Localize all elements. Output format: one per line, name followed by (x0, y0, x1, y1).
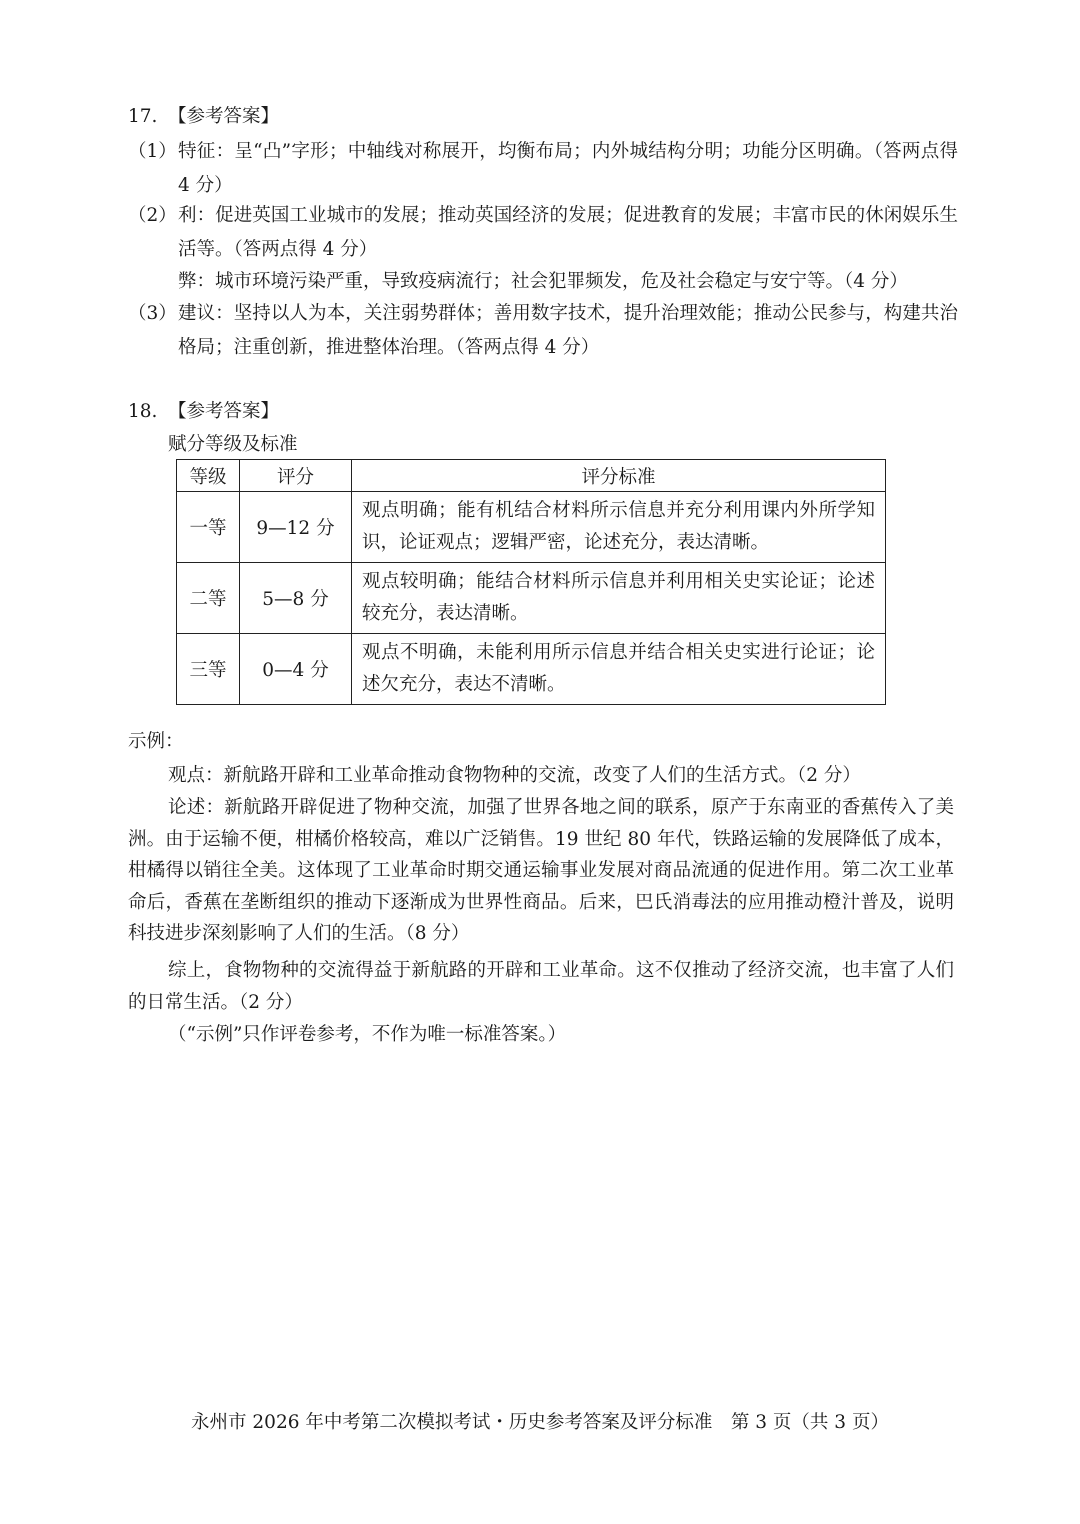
header-level: 等级 (177, 460, 240, 492)
row-level: 三等 (177, 634, 240, 705)
q17-item-1-label: （1） (128, 141, 177, 162)
q17-item-3 (128, 297, 958, 365)
q17-item-1-text: 特征：呈“凸”字形；中轴线对称展开，均衡布局；内外城结构分明；功能分区明确。（答两点得 4 分） (178, 141, 958, 196)
row-standard: 观点不明确，未能利用所示信息并结合相关史实进行论证；论述欠充分，表达不清晰。 (352, 634, 886, 705)
row-level: 二等 (177, 563, 240, 634)
table-row (177, 563, 886, 634)
example-note: （“示例”只作评卷参考，不作为唯一标准答案。） (168, 1024, 567, 1045)
example-conclusion: 综上，食物物种的交流得益于新航路的开辟和工业革命。这不仅推动了经济交流，也丰富了人们的日常生活。（2 分） (128, 960, 954, 1013)
q18-heading: 【参考答案】 (168, 401, 280, 422)
q17-item-3-label: （3） (128, 303, 177, 324)
q17-item-3-text: 建议：坚持以人为本，关注弱势群体；善用数字技术，提升治理效能；推动公民参与，构建共治格局；注重创新，推进整体治理。（答两点得 4 分） (178, 303, 958, 358)
example-argument: 论述：新航路开辟促进了物种交流，加强了世界各地之间的联系，原产于东南亚的香蕉传入了美洲。由于运输不便，柑橘价格较高，难以广泛销售。19 世纪 80 年代，铁路运输的发展降低了成本，柑橘得以销往全美。这体现了工业革命时期交通运输事业发展对商品流通的促进作用。第二次工业革命后，香蕉在垄断组织的推动下逐渐成为世界性商品。后来，巴氏消毒法的应用推动橙汁普及，说明科技进步深刻影响了人们的生活。（8 分） (128, 797, 954, 944)
table-row (177, 634, 886, 705)
grading-table-header (177, 460, 886, 492)
row-level: 一等 (177, 492, 240, 563)
row-score: 0—4 分 (240, 634, 352, 705)
q17-number: 17. (128, 106, 158, 127)
q17-item-2b (128, 265, 958, 299)
example-viewpoint: 观点：新航路开辟和工业革命推动食物物种的交流，改变了人们的生活方式。（2 分） (168, 765, 861, 786)
q17-item-2 (128, 199, 958, 267)
example-label: 示例： (128, 731, 184, 752)
row-score: 5—8 分 (240, 563, 352, 634)
q17-item-1 (128, 135, 958, 203)
row-score: 9—12 分 (240, 492, 352, 563)
header-score: 评分 (240, 460, 352, 492)
table-row (177, 492, 886, 563)
grading-table (176, 459, 886, 705)
header-standard: 评分标准 (352, 460, 886, 492)
q17-item-2b-text: 弊：城市环境污染严重，导致疫病流行；社会犯罪频发，危及社会稳定与安宁等。（4 分） (178, 271, 908, 292)
row-standard: 观点明确；能有机结合材料所示信息并充分利用课内外所学知识，论证观点；逻辑严密，论述充分，表达清晰。 (352, 492, 886, 563)
q17-item-2-label: （2） (128, 205, 177, 226)
q18-table-title: 赋分等级及标准 (168, 434, 298, 455)
page-footer: 永州市 2026 年中考第二次模拟考试・历史参考答案及评分标准 第 3 页（共 3 页） (191, 1412, 889, 1433)
q17-heading: 【参考答案】 (168, 106, 280, 127)
q17-item-2-text: 利：促进英国工业城市的发展；推动英国经济的发展；促进教育的发展；丰富市民的休闲娱乐生活等。（答两点得 4 分） (178, 205, 958, 260)
row-standard: 观点较明确；能结合材料所示信息并利用相关史实论证；论述较充分，表达清晰。 (352, 563, 886, 634)
q18-number: 18. (128, 401, 158, 422)
